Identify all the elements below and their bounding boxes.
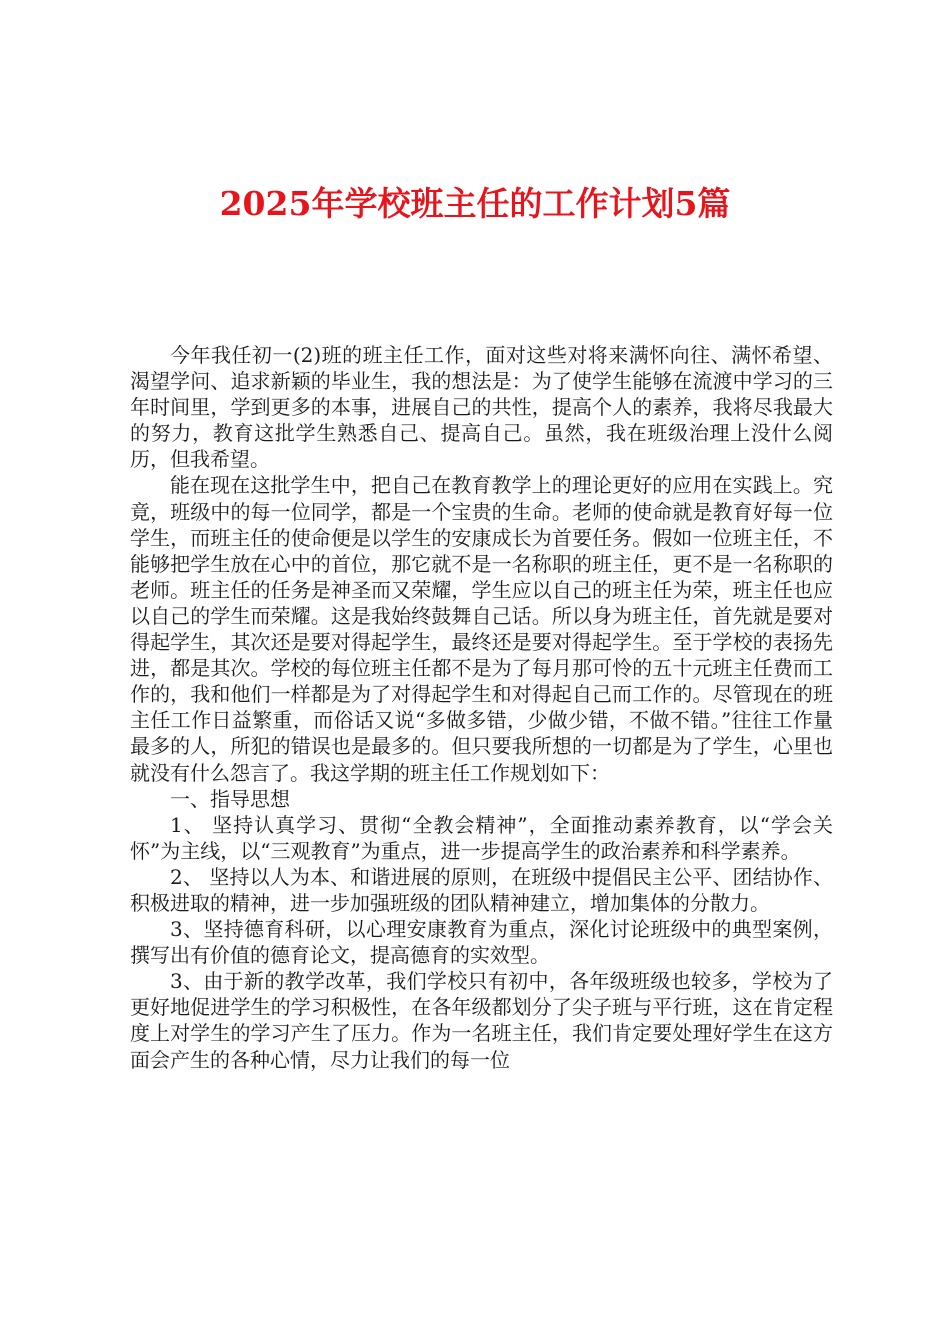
paragraph-item-1: 1、 坚持认真学习、贯彻“全教会精神”，全面推动素养教育，以“学会关怀”为主线，以“三观教育”为重点，进一步提高学生的政治素养和科学素养。 — [130, 812, 833, 863]
paragraph-mission: 能在现在这批学生中，把自己在教育教学上的理论更好的应用在实践上。究竟，班级中的每一位同学，都是一个宝贵的生命。老师的使命就是教育好每一位学生，而班主任的使命便是以学生的安康成长为首要任务。假如一位班主任，不能够把学生放在心中的首位，那它就不是一名称职的班主任，更不是一名称职的老师。班主任的任务是神圣而又荣耀，学生应以自己的班主任为荣，班主任也应以自己的学生而荣耀。这是我始终鼓舞自己话。所以身为班主任，首先就是要对得起学生，其次还是要对得起学生，最终还是要对得起学生。至于学校的表扬先进，都是其次。学校的每位班主任都不是为了每月那可怜的五十元班主任费而工作的，我和他们一样都是为了对得起学生和对得起自己而工作的。尽管现在的班主任工作日益繁重，而俗话又说“多做多错，少做少错，不做不错。”往往工作量最多的人，所犯的错误也是最多的。但只要我所想的一切都是为了学生，心里也就没有什么怨言了。我这学期的班主任工作规划如下： — [130, 473, 833, 785]
section-heading-guiding-thought: 一、指导思想 — [170, 786, 290, 811]
paragraph-intro: 今年我任初一(2)班的班主任工作，面对这些对将来满怀向往、满怀希望、渴望学问、追求新颖的毕业生，我的想法是：为了使学生能够在流渡中学习的三年时间里，学到更多的本事，进展自己的共性，提高个人的素养，我将尽我最大的努力，教育这批学生熟悉自己、提高自己。虽然，我在班级治理上没什么阅历，但我希望。 — [130, 343, 833, 472]
document-title: 2025年学校班主任的工作计划5篇 — [219, 184, 731, 223]
document-body — [130, 342, 833, 1073]
paragraph-item-3b: 3、由于新的教学改革，我们学校只有初中，各年级班级也较多，学校为了更好地促进学生的学习积极性，在各年级都划分了尖子班与平行班，这在肯定程度上对学生的学习产生了压力。作为一名班主任，我们肯定要处理好学生在这方面会产生的各种心情，尽力让我们的每一位 — [130, 969, 833, 1072]
paragraph-item-3: 3、坚持德育科研，以心理安康教育为重点，深化讨论班级中的典型案例，撰写出有价值的德育论文，提高德育的实效型。 — [130, 917, 833, 968]
paragraph-item-2: 2、 坚持以人为本、和谐进展的原则，在班级中提倡民主公平、团结协作、积极进取的精神，进一步加强班级的团队精神建立，增加集体的分散力。 — [130, 864, 833, 915]
